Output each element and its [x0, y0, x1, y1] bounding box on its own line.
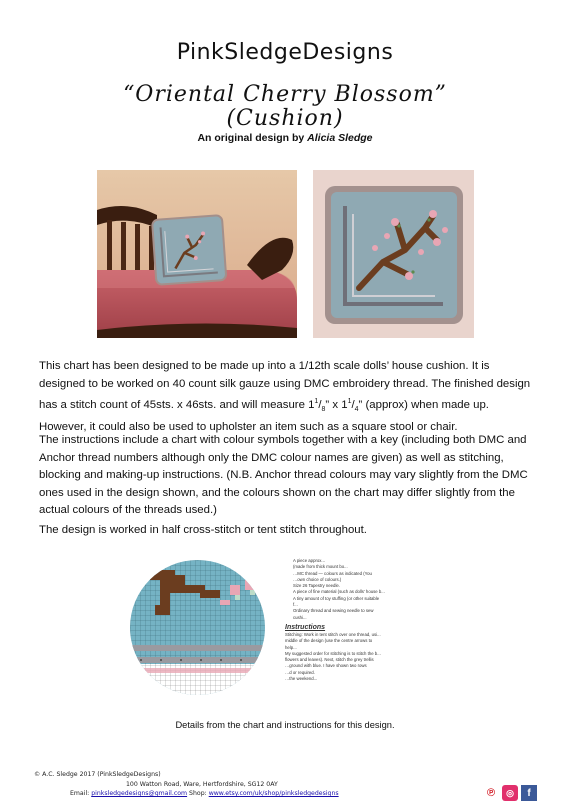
photo-cushion-closeup — [313, 170, 474, 338]
shop-label: Shop: — [187, 790, 209, 797]
pinterest-icon[interactable]: ℗ — [483, 785, 499, 801]
materials-item: • …MC thread — colours as indicated (You — [293, 571, 385, 577]
design-title-line2: (Cushion) — [226, 106, 344, 131]
instructions-excerpt-image — [285, 558, 385, 688]
instructions-line: flowers and leaves). Next, stitch the grey trellis — [285, 657, 374, 663]
materials-list — [285, 558, 385, 621]
instructions-heading: Instructions — [285, 623, 326, 631]
email-label: Email: — [70, 790, 92, 797]
instructions-line: Stitching: Work in tent stitch over one thread, usi... — [285, 631, 381, 637]
instructions-line: …d or required. — [285, 669, 315, 675]
shop-link[interactable]: www.etsy.com/uk/shop/pinksledgedesigns — [208, 790, 339, 797]
email-link[interactable]: pinksledgedesigns@gmail.com — [91, 790, 188, 797]
instructions-line: My suggested order for stitching is to stitch the b... — [285, 650, 381, 656]
materials-item: • Size 26 Tapestry needle. — [293, 583, 385, 589]
design-title — [0, 83, 570, 131]
footer-address: 100 Watton Road, Ware, Hertfordshire, SG12 0AY — [126, 780, 278, 788]
instructions-line: middle of the design (use the centre arrows to help... — [285, 638, 373, 650]
footer-copyright: © A.C. Sledge 2017 (PinkSledgeDesigns) — [34, 771, 161, 778]
social-links — [483, 785, 537, 801]
instructions-line: …ground with blue. I have shown two rows — [285, 663, 367, 669]
design-title-line1: “Oriental Cherry Blossom” — [123, 82, 447, 107]
photo-cushion-on-sofa — [97, 170, 297, 338]
byline — [0, 132, 570, 144]
fraction-2-denominator: 4 — [354, 406, 359, 414]
description-paragraph-1: This chart has been designed to be made up into a 1/12th scale dolls’ house cushion. It is designed to be worked on 40 count silk gauze using DMC embroidery thread. The finished design has a stitch count of 45sts. x 46sts. and will measure $1^1/_8$” x $1^1/_4$” (approx) when made up. However, it could also be used to upholster an item such as a square stool or chair. — [39, 360, 531, 433]
materials-item: • A piece of fine material (such as dolls’ house b... — [293, 589, 385, 595]
byline-prefix: An original design by — [197, 132, 308, 144]
materials-item: …own choice of colours.) — [293, 576, 342, 582]
p1-text-a: This chart has been designed to be made up into a 1/12th scale dolls’ house cushion. It is designed to be worked on 40 count silk gauze using DMC embroidery thread. The finished design has a stitch count of 45sts. x 46sts. and will measure 1 — [39, 360, 531, 411]
p1-text-b: ” x 1 — [325, 398, 348, 411]
fraction-1-numerator: 1 — [314, 398, 319, 406]
page-footer — [34, 770, 454, 799]
footer-contact — [70, 789, 454, 799]
materials-item: • Ordinary thread and sewing needle to sew cushi... — [293, 608, 385, 621]
materials-item: (made from thick mount bo... — [293, 564, 348, 570]
fraction-2-numerator: 1 — [347, 398, 352, 406]
description-paragraph-2: The instructions include a chart with colour symbols together with a key (including both DMC and Anchor thread numbers although only the DMC colour names are given) as well as stitching, blocking and making-up instructions. (N.B. Anchor thread colours may vary slightly from the DMC ones used in the design shown, and the colours shown on the chart may differ slightly from the actual colours of the threads used.) — [39, 434, 528, 517]
fraction-1-denominator: 8 — [321, 406, 326, 414]
instructions-line: …the weekend... — [285, 676, 318, 682]
image-caption: Details from the chart and instructions for this design. — [175, 720, 395, 730]
description-paragraph-3: The design is worked in half cross-stitch or tent stitch throughout. — [39, 524, 367, 536]
chart-detail-image — [130, 560, 265, 695]
byline-author: Alicia Sledge — [307, 132, 373, 144]
instagram-icon[interactable]: ◎ — [502, 785, 518, 801]
facebook-icon[interactable]: f — [521, 785, 537, 801]
p1-text-c: ” (approx) when made up. However, it could also be used to upholster an item such as a square stool or chair. — [39, 398, 489, 433]
brand-heading: PinkSledgeDesigns — [176, 40, 394, 65]
materials-item: • A tiny amount of toy stuffing (or other suitable f... — [293, 596, 385, 609]
materials-item: • A piece approx... — [293, 558, 385, 564]
